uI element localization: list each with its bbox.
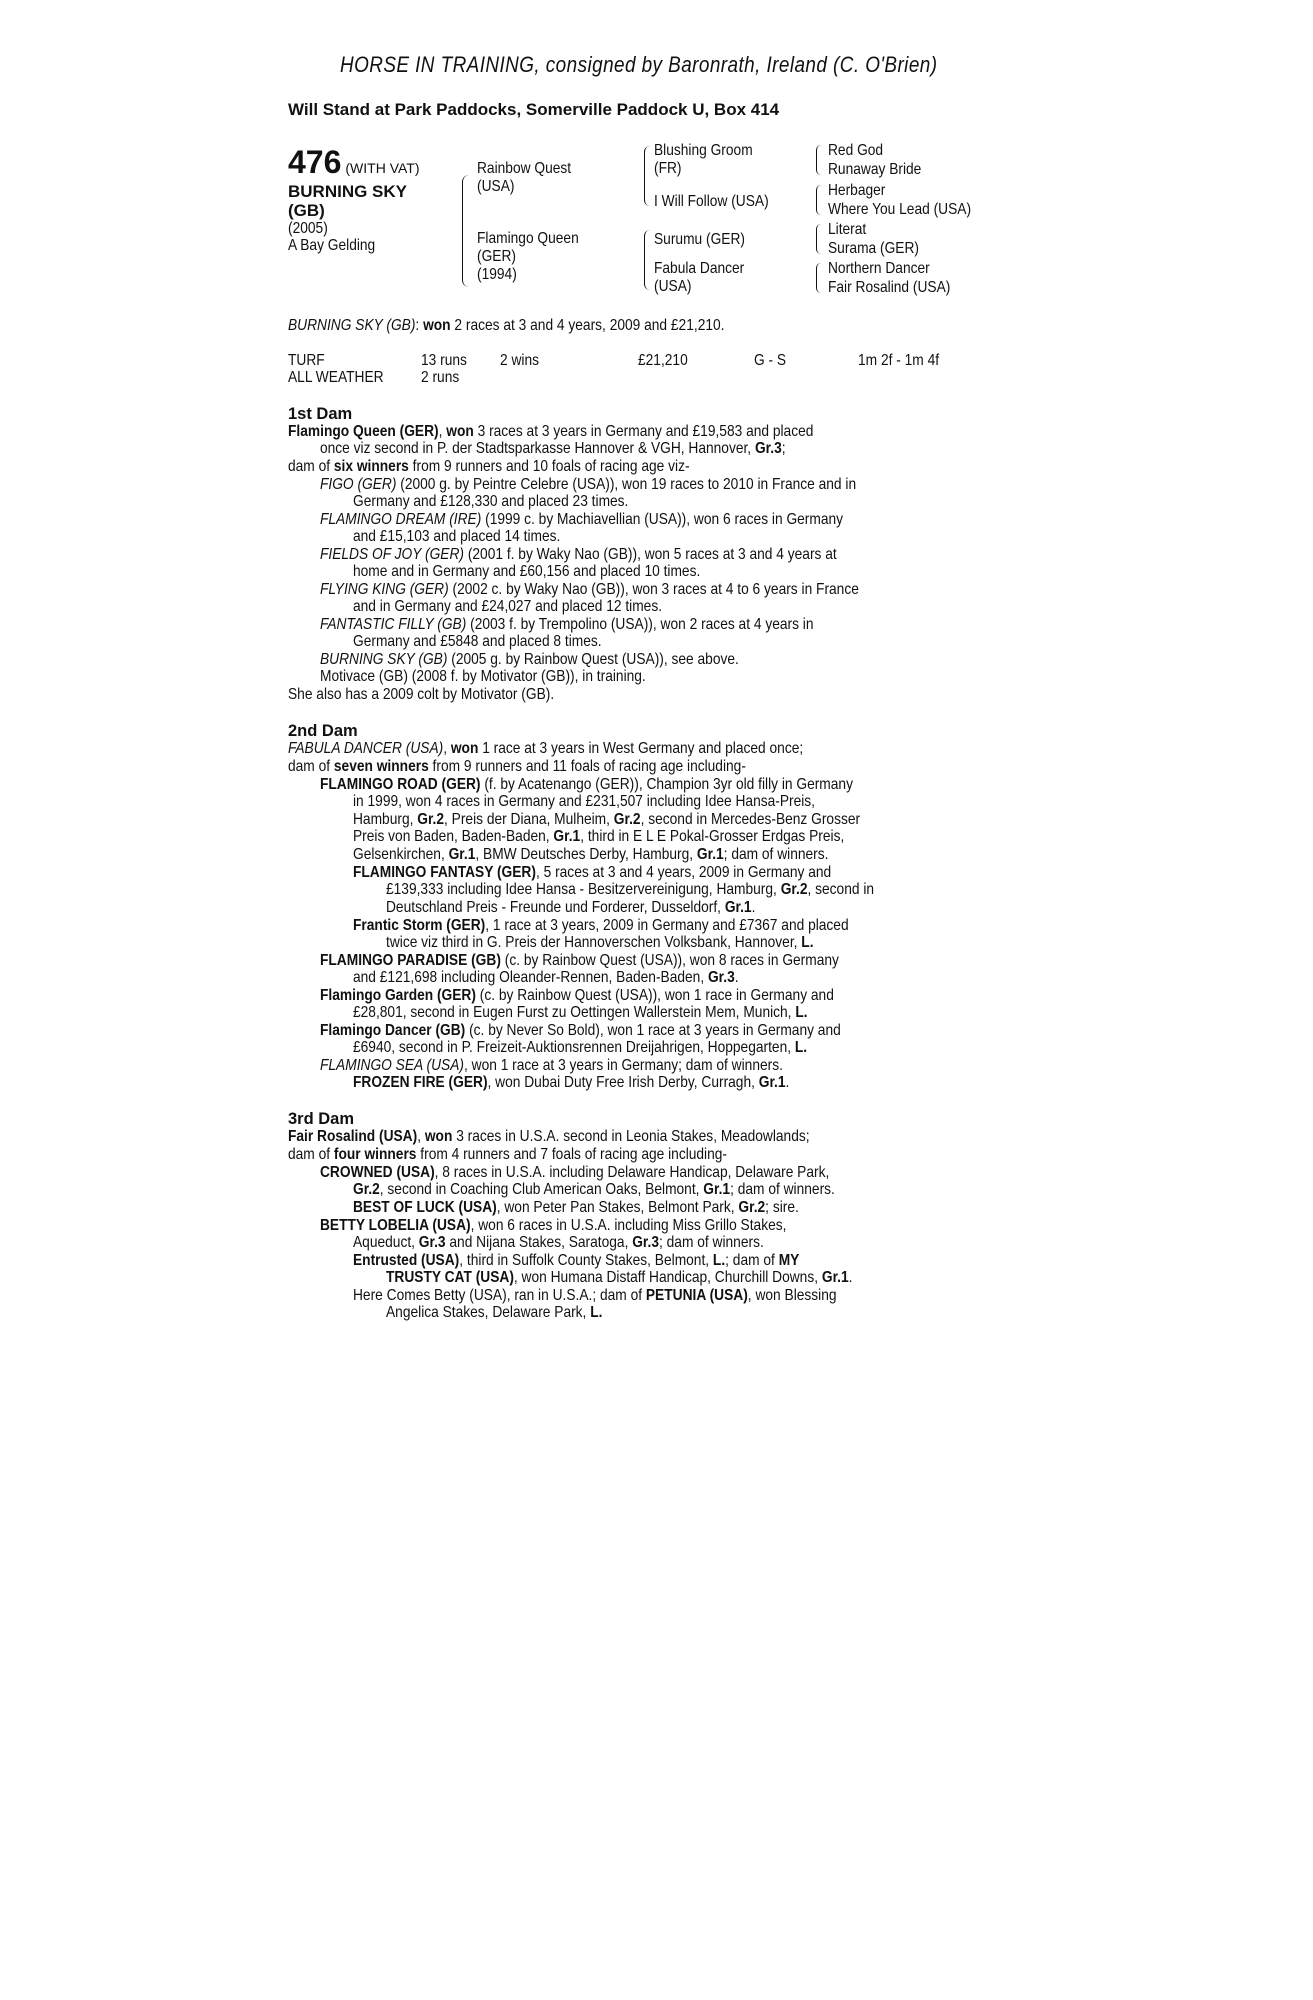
dd-country: (USA): [654, 278, 692, 295]
produce-figo-cont: Germany and £128,330 and placed 23 times.: [353, 493, 629, 510]
foaling-year: (2005): [288, 220, 328, 237]
best-of-luck: BEST OF LUCK (USA), won Peter Pan Stakes, Belmont Park, Gr.2; sire.: [353, 1199, 799, 1216]
stand-location: Will Stand at Park Paddocks, Somerville Paddock U, Box 414: [288, 100, 780, 119]
sire-name: Rainbow Quest: [477, 160, 572, 177]
summary-text: 2 races at 3 and 4 years, 2009 and £21,210.: [454, 317, 725, 334]
sdd-name: Where You Lead (USA): [828, 201, 972, 218]
here-comes-betty-l2: Angelica Stakes, Delaware Park, L.: [386, 1304, 603, 1321]
betty-lobelia: BETTY LOBELIA (USA), won 6 races in U.S.A. including Miss Grillo Stakes,: [320, 1217, 787, 1234]
produce-flamingo-dream-cont: and £15,103 and placed 14 times.: [353, 528, 561, 545]
flamingo-fantasy-l3: Deutschland Preis - Freunde und Forderer, Dusseldorf, Gr.1.: [386, 899, 756, 916]
pedigree-sdd: [828, 201, 994, 219]
crowned-l2: Gr.2, second in Coaching Club American Oaks, Belmont, Gr.1; dam of winners.: [353, 1181, 835, 1198]
produce-flying-king: FLYING KING (GER) (2002 c. by Waky Nao (GB)), won 3 races at 4 to 6 years in France: [320, 581, 859, 598]
first-dam-line2: once viz second in P. der Stadtsparkasse Hannover & VGH, Hannover, Gr.3;: [320, 440, 786, 457]
third-dam-line1: Fair Rosalind (USA), won 3 races in U.S.A. second in Leonia Stakes, Meadowlands;: [288, 1128, 810, 1145]
pedigree-ssd: [828, 161, 937, 179]
betty-lobelia-l2: Aqueduct, Gr.3 and Nijana Stakes, Saratoga, Gr.3; dam of winners.: [353, 1234, 764, 1251]
sss-name: Red God: [828, 142, 884, 159]
first-dam-line1: Flamingo Queen (GER), won 3 races at 3 years in Germany and £19,583 and placed: [288, 423, 814, 440]
pedigree-ds: [654, 231, 760, 249]
turf-label: TURF: [288, 352, 325, 369]
horse-description: A Bay Gelding: [288, 237, 376, 254]
frozen-fire: FROZEN FIRE (GER), won Dubai Duty Free Irish Derby, Curragh, Gr.1.: [353, 1074, 790, 1091]
turf-going: G - S: [754, 352, 787, 369]
second-dam-line1: FABULA DANCER (USA), won 1 race at 3 years in West Germany and placed once;: [288, 740, 804, 757]
produce-fantastic-filly-cont: Germany and £5848 and placed 8 times.: [353, 633, 602, 650]
summary-won: won: [423, 317, 451, 334]
pedigree-dam: [477, 230, 595, 284]
produce-colt-note: She also has a 2009 colt by Motivator (GB).: [288, 686, 555, 703]
pedigree-brace-ss: [816, 145, 821, 175]
flamingo-fantasy-l2: £139,333 including Idee Hansa - Besitzervereinigung, Hamburg, Gr.2, second in: [386, 881, 875, 898]
entrusted: Entrusted (USA), third in Suffolk County Stakes, Belmont, L.; dam of MY: [353, 1252, 800, 1269]
lot-number: 476: [288, 144, 342, 180]
dam-name: Flamingo Queen: [477, 230, 579, 247]
flamingo-paradise: FLAMINGO PARADISE (GB) (c. by Rainbow Quest (USA)), won 8 races in Germany: [320, 952, 839, 969]
flamingo-dancer-l2: £6940, second in P. Freizeit-Auktionsrennen Dreijahrigen, Hoppegarten, L.: [353, 1039, 808, 1056]
pedigree-ss: [654, 142, 769, 178]
frantic-storm: Frantic Storm (GER), 1 race at 3 years, 2009 in Germany and £7367 and placed: [353, 917, 849, 934]
flamingo-sea: FLAMINGO SEA (USA), won 1 race at 3 years in Germany; dam of winners.: [320, 1057, 783, 1074]
ds-name: Surumu (GER): [654, 231, 745, 248]
pedigree-brace-sire: [644, 146, 650, 206]
pedigree-dds: [828, 260, 946, 278]
flamingo-dancer: Flamingo Dancer (GB) (c. by Never So Bold), won 1 race at 3 years in Germany and: [320, 1022, 841, 1039]
second-dam-heading: 2nd Dam: [288, 722, 358, 740]
flamingo-road-l2: in 1999, won 4 races in Germany and £231,507 including Idee Hansa-Preis,: [353, 793, 816, 810]
ss-name: Blushing Groom: [654, 142, 753, 159]
pedigree-brace-dd: [816, 263, 821, 293]
pedigree-brace-ds: [816, 224, 821, 254]
pedigree-sss: [828, 142, 892, 160]
lot-number-block: [288, 144, 420, 181]
ss-country: (FR): [654, 160, 682, 177]
pedigree-ddd: [828, 279, 970, 297]
pedigree-sd: [654, 193, 787, 211]
produce-motivace: Motivace (GB) (2008 f. by Motivator (GB)), in training.: [320, 668, 646, 685]
dd-name: Fabula Dancer: [654, 260, 745, 277]
horse-name: [288, 182, 407, 220]
flamingo-road-l3: Hamburg, Gr.2, Preis der Diana, Mulheim, Gr.2, second in Mercedes-Benz Grosser: [353, 811, 861, 828]
produce-fantastic-filly: FANTASTIC FILLY (GB) (2003 f. by Trempolino (USA)), won 2 races at 4 years in: [320, 616, 814, 633]
flamingo-road-l5: Gelsenkirchen, Gr.1, BMW Deutsches Derby, Hamburg, Gr.1; dam of winners.: [353, 846, 829, 863]
turf-runs: 13 runs: [421, 352, 467, 369]
ssd-name: Runaway Bride: [828, 161, 922, 178]
flamingo-road-l4: Preis von Baden, Baden-Baden, Gr.1, third in E L E Pokal-Grosser Erdgas Preis,: [353, 828, 845, 845]
produce-figo: FIGO (GER) (2000 g. by Peintre Celebre (USA)), won 19 races to 2010 in France and in: [320, 476, 857, 493]
here-comes-betty: Here Comes Betty (USA), ran in U.S.A.; dam of PETUNIA (USA), won Blessing: [353, 1287, 837, 1304]
flamingo-fantasy: FLAMINGO FANTASY (GER), 5 races at 3 and 4 years, 2009 in Germany and: [353, 864, 832, 881]
pedigree-brace-sd: [816, 185, 821, 215]
vat-note: (WITH VAT): [345, 160, 420, 176]
dss-name: Literat: [828, 221, 867, 238]
pedigree-dss: [828, 221, 872, 239]
pedigree-sire: [477, 160, 586, 196]
flamingo-road: FLAMINGO ROAD (GER) (f. by Acatenango (GER)), Champion 3yr old filly in Germany: [320, 776, 853, 793]
page-title: HORSE IN TRAINING, consigned by Baronrath, Ireland (C. O'Brien): [340, 52, 938, 77]
first-dam-line3: dam of six winners from 9 runners and 10 foals of racing age viz-: [288, 458, 690, 475]
third-dam-line2: dam of four winners from 4 runners and 7 foals of racing age including-: [288, 1146, 728, 1163]
produce-fields-of-joy: FIELDS OF JOY (GER) (2001 f. by Waky Nao (GB)), won 5 races at 3 and 4 years at: [320, 546, 837, 563]
summary-horse: BURNING SKY (GB): [288, 317, 416, 334]
turf-distance: 1m 2f - 1m 4f: [858, 352, 940, 369]
horse-name-line1: BURNING SKY: [288, 182, 408, 201]
flamingo-garden-l2: £28,801, second in Eugen Furst zu Oettingen Wallerstein Mem, Munich, L.: [353, 1004, 808, 1021]
produce-burning-sky: BURNING SKY (GB) (2005 g. by Rainbow Quest (USA)), see above.: [320, 651, 739, 668]
aw-runs: 2 runs: [421, 369, 460, 386]
produce-flamingo-dream: FLAMINGO DREAM (IRE) (1999 c. by Machiavellian (USA)), won 6 races in Germany: [320, 511, 844, 528]
flamingo-garden: Flamingo Garden (GER) (c. by Rainbow Quest (USA)), won 1 race in Germany and: [320, 987, 834, 1004]
dds-name: Northern Dancer: [828, 260, 930, 277]
turf-wins: 2 wins: [500, 352, 540, 369]
turf-money: £21,210: [638, 352, 688, 369]
sire-country: (USA): [477, 178, 515, 195]
entrusted-l2: TRUSTY CAT (USA), won Humana Distaff Handicap, Churchill Downs, Gr.1.: [386, 1269, 853, 1286]
first-dam-heading: 1st Dam: [288, 405, 353, 423]
race-summary: BURNING SKY (GB): won 2 races at 3 and 4 years, 2009 and £21,210.: [288, 317, 725, 334]
dam-country: (GER): [477, 248, 516, 265]
pedigree-brace-gen1: [462, 175, 469, 287]
second-dam-line2: dam of seven winners from 9 runners and 11 foals of racing age including-: [288, 758, 746, 775]
produce-flying-king-cont: and in Germany and £24,027 and placed 12 times.: [353, 598, 663, 615]
ddd-name: Fair Rosalind (USA): [828, 279, 951, 296]
horse-meta: [288, 220, 389, 254]
third-dam-heading: 3rd Dam: [288, 1110, 355, 1128]
dsd-name: Surama (GER): [828, 240, 919, 257]
pedigree-sds: [828, 182, 895, 200]
horse-name-line2: (GB): [288, 201, 325, 220]
frantic-storm-l2: twice viz third in G. Preis der Hannoverschen Volksbank, Hannover, L.: [386, 934, 814, 951]
pedigree-brace-dam: [644, 230, 650, 290]
pedigree-dd: [654, 260, 759, 296]
dam-year: (1994): [477, 266, 517, 283]
flamingo-paradise-l2: and £121,698 including Oleander-Rennen, Baden-Baden, Gr.3.: [353, 969, 739, 986]
produce-fields-of-joy-cont: home and in Germany and £60,156 and placed 10 times.: [353, 563, 701, 580]
sd-name: I Will Follow (USA): [654, 193, 769, 210]
crowned: CROWNED (USA), 8 races in U.S.A. including Delaware Handicap, Delaware Park,: [320, 1164, 830, 1181]
pedigree-dsd: [828, 240, 934, 258]
aw-label: ALL WEATHER: [288, 369, 384, 386]
sds-name: Herbager: [828, 182, 886, 199]
